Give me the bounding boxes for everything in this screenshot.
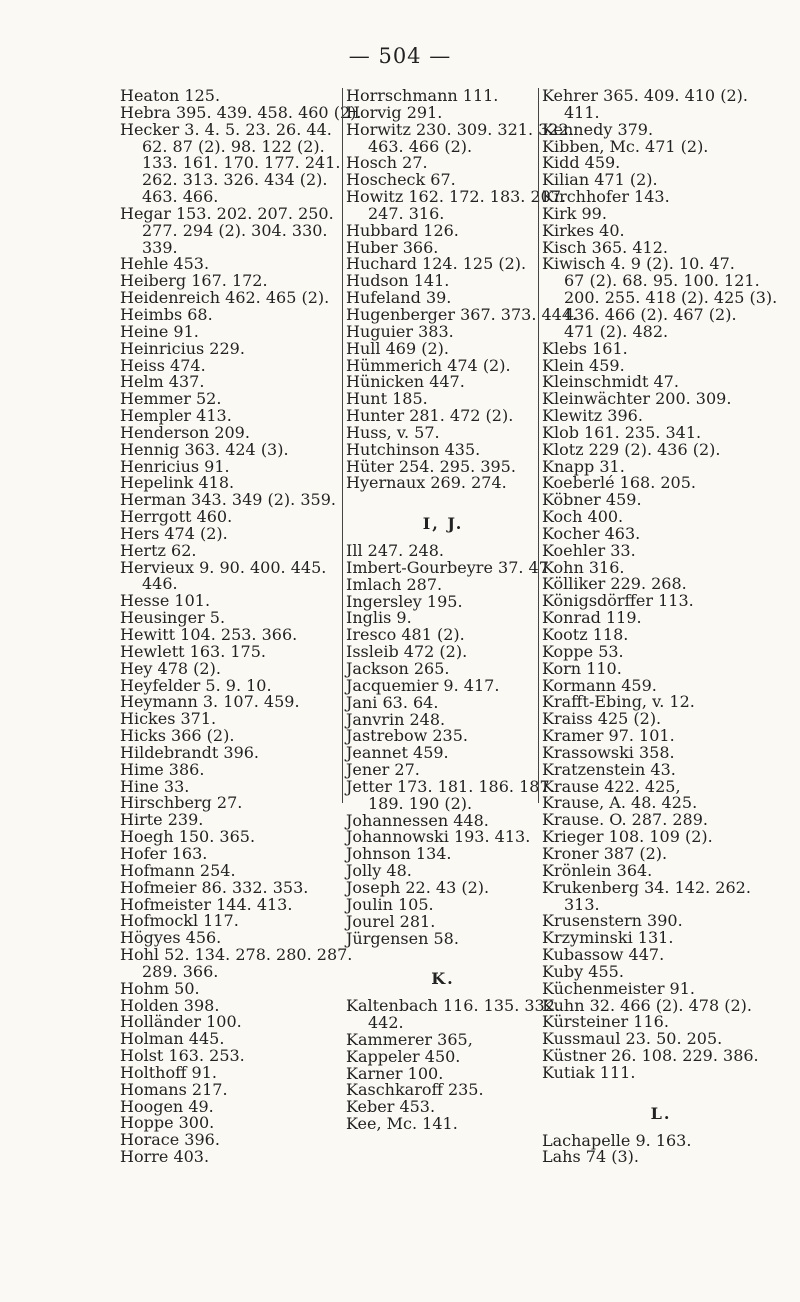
index-entry-text: Henricius 91. [120,456,230,476]
index-entry-text: Huguier 383. [346,321,454,341]
index-entry-text: Keber 453. [346,1097,436,1117]
index-entry-text: Küchenmeister 91. [542,978,695,998]
index-entry-text: Hennig 363. 424 (3). [120,439,289,459]
index-entry-text: Hyernaux 269. 274. [346,473,507,493]
index-entry-text: Kiwisch 4. 9 (2). 10. 47. [542,254,735,274]
index-entry-text: Issleib 472 (2). [346,642,468,662]
index-entry-text: Hofer 163. [120,843,208,863]
index-entry [120,119,341,207]
index-entry-text: Holst 163. 253. [120,1046,245,1066]
index-entry-text: Kisch 365. 412. [542,237,668,257]
index-entry-text: Hey 478 (2). [120,658,221,678]
index-entry-text: Köbner 459. [542,490,642,510]
index-entry-text: Homans 217. [120,1079,228,1099]
index-entry [346,996,560,1033]
index-entry-text: Hime 386. [120,759,205,779]
index-entry-text: Joseph 22. 43 (2). [346,877,490,897]
index-entry-text: Jeannet 459. [346,743,449,763]
index-entry-text: Hudson 141. [346,271,450,291]
index-entry-text: Holthoff 91. [120,1062,217,1082]
index-entry-text: Inglis 9. [346,608,412,628]
page-number: — 504 — [348,44,452,68]
index-entry-text: Kehrer 365. 409. 410 (2). [542,86,748,105]
index-entry-text: Hofmeister 144. 413. [120,894,293,914]
index-entry-text: Krönlein 364. [542,860,653,880]
index-entry-text: Kibben, Mc. 471 (2). [542,136,709,156]
index-entry-text: Königsdörffer 113. [542,591,694,611]
index-entry-continuation: 446. [142,574,178,594]
index-entry [346,187,567,223]
index-entry-text: Hoscheck 67. [346,170,456,190]
index-entry-text: Hofmeier 86. 332. 353. [120,877,309,897]
index-column-1 [120,86,362,1167]
index-entry-text: Jürgensen 58. [346,928,459,948]
index-entry-text: Henderson 209. [120,422,250,442]
index-entry [120,1149,334,1166]
index-entry-text: Krzyminski 131. [542,928,674,948]
index-entry-text: Johnson 134. [346,844,452,864]
index-entry-text: Hegar 153. 202. 207. 250. [120,203,334,223]
index-entry-text: Hoppe 300. [120,1113,215,1133]
index-entry-text: Huber 366. [346,237,439,257]
index-entry-text: Kaltenbach 116. 135. 332. [346,996,560,1016]
index-entry-text: Hoegh 150. 365. [120,827,256,847]
index-entry-text: Kuby 455. [542,961,624,981]
index-entry-text: Johannessen 448. [346,810,489,830]
index-entry-text: Horrschmann 111. [346,86,499,105]
index-entry [542,1149,780,1166]
index-entry-text: Hemmer 52. [120,389,222,409]
index-entry-text: Kohn 316. [542,557,625,577]
index-entry-text: Helm 437. [120,372,205,392]
index-entry-text: Jackson 265. [346,659,450,678]
index-entry-text: Holden 398. [120,995,220,1015]
index-entry-text: Howitz 162. 172. 183. 207. [346,187,567,207]
section-heading-ij: I, J. [422,514,464,534]
index-entry-text: Hicks 366 (2). [120,726,235,746]
index-entry-text: Kramer 97. 101. [542,726,675,746]
index-entry-text: Hewlett 163. 175. [120,641,266,661]
index-entry-text: Heusinger 5. [120,608,226,628]
index-entry-text: Hebra 395. 439. 458. 460 (2). [120,102,362,122]
index-entry-text: Högyes 456. [120,928,222,948]
index-entry-text: Kirkes 40. [542,220,625,240]
index-entry-text: Kee, Mc. 141. [346,1114,458,1134]
index-entry-text: Horre 403. [120,1147,210,1167]
index-entry-text: Krassowski 358. [542,742,675,762]
index-entry-text: Kilian 471 (2). [542,170,658,190]
index-entry-text: Kratzenstein 43. [542,759,676,779]
index-entry-text: Hofmann 254. [120,860,236,880]
index-entry-text: Krause 422. 425, [542,776,681,796]
index-entry-text: Hers 474 (2). [120,523,228,543]
index-entry-continuation: 463. 466 (2). [368,136,473,156]
index-entry-text: Kroner 387 (2). [542,843,668,863]
index-entry-text: Koch 400. [542,507,624,527]
index-entry-text: Joulin 105. [346,894,434,914]
index-entry-text: Jani 63. 64. [346,692,439,712]
index-entry-text: Kussmaul 23. 50. 205. [542,1029,723,1049]
index-entry-text: Imbert-Gourbeyre 37. 47. [346,557,554,577]
index-entry [542,256,780,340]
index-entry-continuation: 411. [564,102,600,122]
index-entry-text: Kürsteiner 116. [542,1012,669,1032]
index-entry-continuation: 62. 87 (2). 98. 122 (2). 133. 161. 170. 177. 241. 262. 313. 326. 434 (2). 463. 466. [142,136,341,207]
index-entry-text: Hewitt 104. 253. 366. [120,625,298,644]
index-entry-text: Hecker 3. 4. 5. 23. 26. 44. [120,119,332,139]
index-entry-text: Konrad 119. [542,608,642,628]
index-entry-text: Hine 33. [120,776,190,796]
index-entry-text: Jourel 281. [346,911,436,931]
index-entry-text: Jacquemier 9. 417. [346,675,500,695]
index-entry-text: Hofmockl 117. [120,911,239,931]
index-entry-text: Kölliker 229. 268. [542,574,687,594]
index-entry-text: Kirk 99. [542,203,607,223]
index-entry [120,945,353,981]
index-entry-text: Hickes 371. [120,709,217,729]
index-entry [346,1116,540,1133]
index-entry-continuation: 442. [368,1013,404,1033]
index-entry-text: Ill 247. 248. [346,541,444,561]
index-entry-text: Hertz 62. [120,540,197,560]
index-entry-text: Kleinwächter 200. 309. [542,389,732,409]
index-entry-text: Hünicken 447. [346,372,465,392]
index-entry-text: Ingersley 195. [346,591,463,611]
index-entry-text: Klebs 161. [542,338,628,358]
index-entry-text: Heyfelder 5. 9. 10. [120,675,272,695]
index-entry-text: Korn 110. [542,658,622,678]
section-heading-l: L. [650,1103,672,1123]
index-entry-text: Jastrebow 235. [346,726,468,746]
index-entry [346,776,555,813]
index-entry-text: Hubbard 126. [346,220,459,240]
index-entry-text: Hervieux 9. 90. 400. 445. [120,557,327,577]
index-entry-text: Huchard 124. 125 (2). [346,254,527,274]
index-entry-text: Kaschkaroff 235. [346,1080,484,1100]
index-column-3 [538,86,780,1167]
index-entry-text: Krusenstern 390. [542,911,683,931]
index-entry [120,203,334,257]
index-entry-text: Heiss 474. [120,355,206,375]
index-entry-text: Jolly 48. [346,861,412,881]
index-entry-text: Hempler 413. [120,406,232,426]
index-entry-text: Hohl 52. 134. 278. 280. 287. [120,945,353,965]
index-entry-text: Hehle 453. [120,254,210,274]
index-entry-text: Klotz 229 (2). 436 (2). [542,439,721,459]
index-entry-text: Hüter 254. 295. 395. [346,456,516,476]
index-entry-text: Hugenberger 367. 373. 444. [346,304,578,324]
index-entry-text: Iresco 481 (2). [346,625,465,645]
index-entry [120,557,334,594]
index-entry-text: Hunt 185. [346,389,428,409]
index-entry-text: Koehler 33. [542,540,636,560]
index-entry-text: Holman 445. [120,1029,225,1049]
index-entry-text: Herrgott 460. [120,507,233,527]
index-entry-text: Kennedy 379. [542,119,654,139]
index-entry-text: Kidd 459. [542,153,621,173]
index-entry-text: Imlach 287. [346,574,443,594]
index-entry-text: Krause. O. 287. 289. [542,810,708,830]
index-entry [346,928,540,948]
index-entry-text: Kootz 118. [542,625,629,644]
index-entry-text: Hildebrandt 396. [120,742,260,762]
index-entry [542,1062,780,1082]
index-entry-text: Hesse 101. [120,591,211,611]
index-entry-text: Heaton 125. [120,86,221,105]
index-entry-text: Kappeler 450. [346,1046,461,1066]
index-entry-text: Lachapelle 9. 163. [542,1130,692,1150]
index-entry-text: Hohm 50. [120,978,200,998]
index-entry-text: Lahs 74 (3). [542,1147,639,1167]
index-entry-text: Koppe 53. [542,641,624,661]
index-entry [542,877,780,914]
index-entry-text: Küstner 26. 108. 229. 386. [542,1046,759,1066]
index-entry-text: Heinricius 229. [120,338,245,358]
index-entry-text: Kraiss 425 (2). [542,709,662,729]
index-entry-text: Krieger 108. 109 (2). [542,827,713,847]
index-entry-text: Kirchhofer 143. [542,187,670,207]
index-entry-continuation: 247. 316. [368,203,445,223]
index-entry-text: Hepelink 418. [120,473,235,493]
index-entry-text: Hirte 239. [120,810,204,830]
index-entry [542,88,780,122]
index-entry [346,119,574,156]
index-entry-text: Kocher 463. [542,523,641,543]
index-entry-text: Horace 396. [120,1130,220,1150]
index-entry-continuation: 189. 190 (2). [368,793,473,813]
index-entry-text: Heimbs 68. [120,304,213,324]
index-entry-text: Heidenreich 462. 465 (2). [120,288,330,308]
index-entry-text: Horwitz 230. 309. 321. 322. [346,119,574,139]
index-entry [346,475,540,492]
index-entry-text: Hutchinson 435. [346,439,481,459]
index-entry-text: Herman 343. 349 (2). 359. [120,490,336,510]
index-entry-text: Knapp 31. [542,456,625,476]
index-entry-text: Hosch 27. [346,153,428,173]
index-entry-text: Hoogen 49. [120,1096,214,1116]
index-entry-text: Krause, A. 48. 425. [542,793,698,813]
index-entry-text: Kormann 459. [542,675,657,695]
index-entry-text: Kleinschmidt 47. [542,372,679,392]
index-entry-text: Krafft-Ebing, v. 12. [542,692,695,712]
index-entry-text: Krukenberg 34. 142. 262. [542,877,751,897]
index-entry-text: Klob 161. 235. 341. [542,422,702,442]
index-entry-text: Hufeland 39. [346,288,452,308]
index-entry-continuation: 289. 366. [142,961,219,981]
index-entry-text: Jener 27. [346,760,420,780]
index-entry-continuation: 277. 294 (2). 304. 330. 339. [142,220,328,257]
index-entry-text: Hull 469 (2). [346,338,449,358]
index-entry-text: Klewitz 396. [542,406,643,426]
index-entry-text: Heymann 3. 107. 459. [120,692,300,712]
index-entry-text: Heine 91. [120,321,199,341]
index-entry-text: Huss, v. 57. [346,422,440,442]
index-entry-text: Hirschberg 27. [120,793,243,813]
index-entry-text: Johannowski 193. 413. [346,827,531,847]
index-entry-text: Heiberg 167. 172. [120,271,268,291]
index-entry-text: Jetter 173. 181. 186. 187. [346,776,555,796]
index-entry-text: Kuhn 32. 466 (2). 478 (2). [542,995,752,1015]
section-heading-k: K. [431,969,455,989]
index-entry-text: Hümmerich 474 (2). [346,355,511,375]
index-entry-text: Horvig 291. [346,102,443,122]
index-entry-text: Karner 100. [346,1063,444,1083]
index-entry-text: Kammerer 365, [346,1029,473,1049]
index-entry-continuation: 67 (2). 68. 95. 100. 121. 200. 255. 418 (2). 425 (3). 436. 466 (2). 467 (2). 471 (2). 482. [564,271,778,341]
index-entry-text: Janvrin 248. [346,709,446,729]
index-entry-text: Holländer 100. [120,1012,242,1032]
index-entry-continuation: 313. [564,894,600,914]
index-entry-text: Koeberlé 168. 205. [542,473,696,493]
index-entry-text: Hunter 281. 472 (2). [346,406,514,426]
index-entry-text: Kutiak 111. [542,1062,636,1082]
index-entry-text: Kubassow 447. [542,945,665,965]
index-entry-text: Klein 459. [542,355,625,375]
